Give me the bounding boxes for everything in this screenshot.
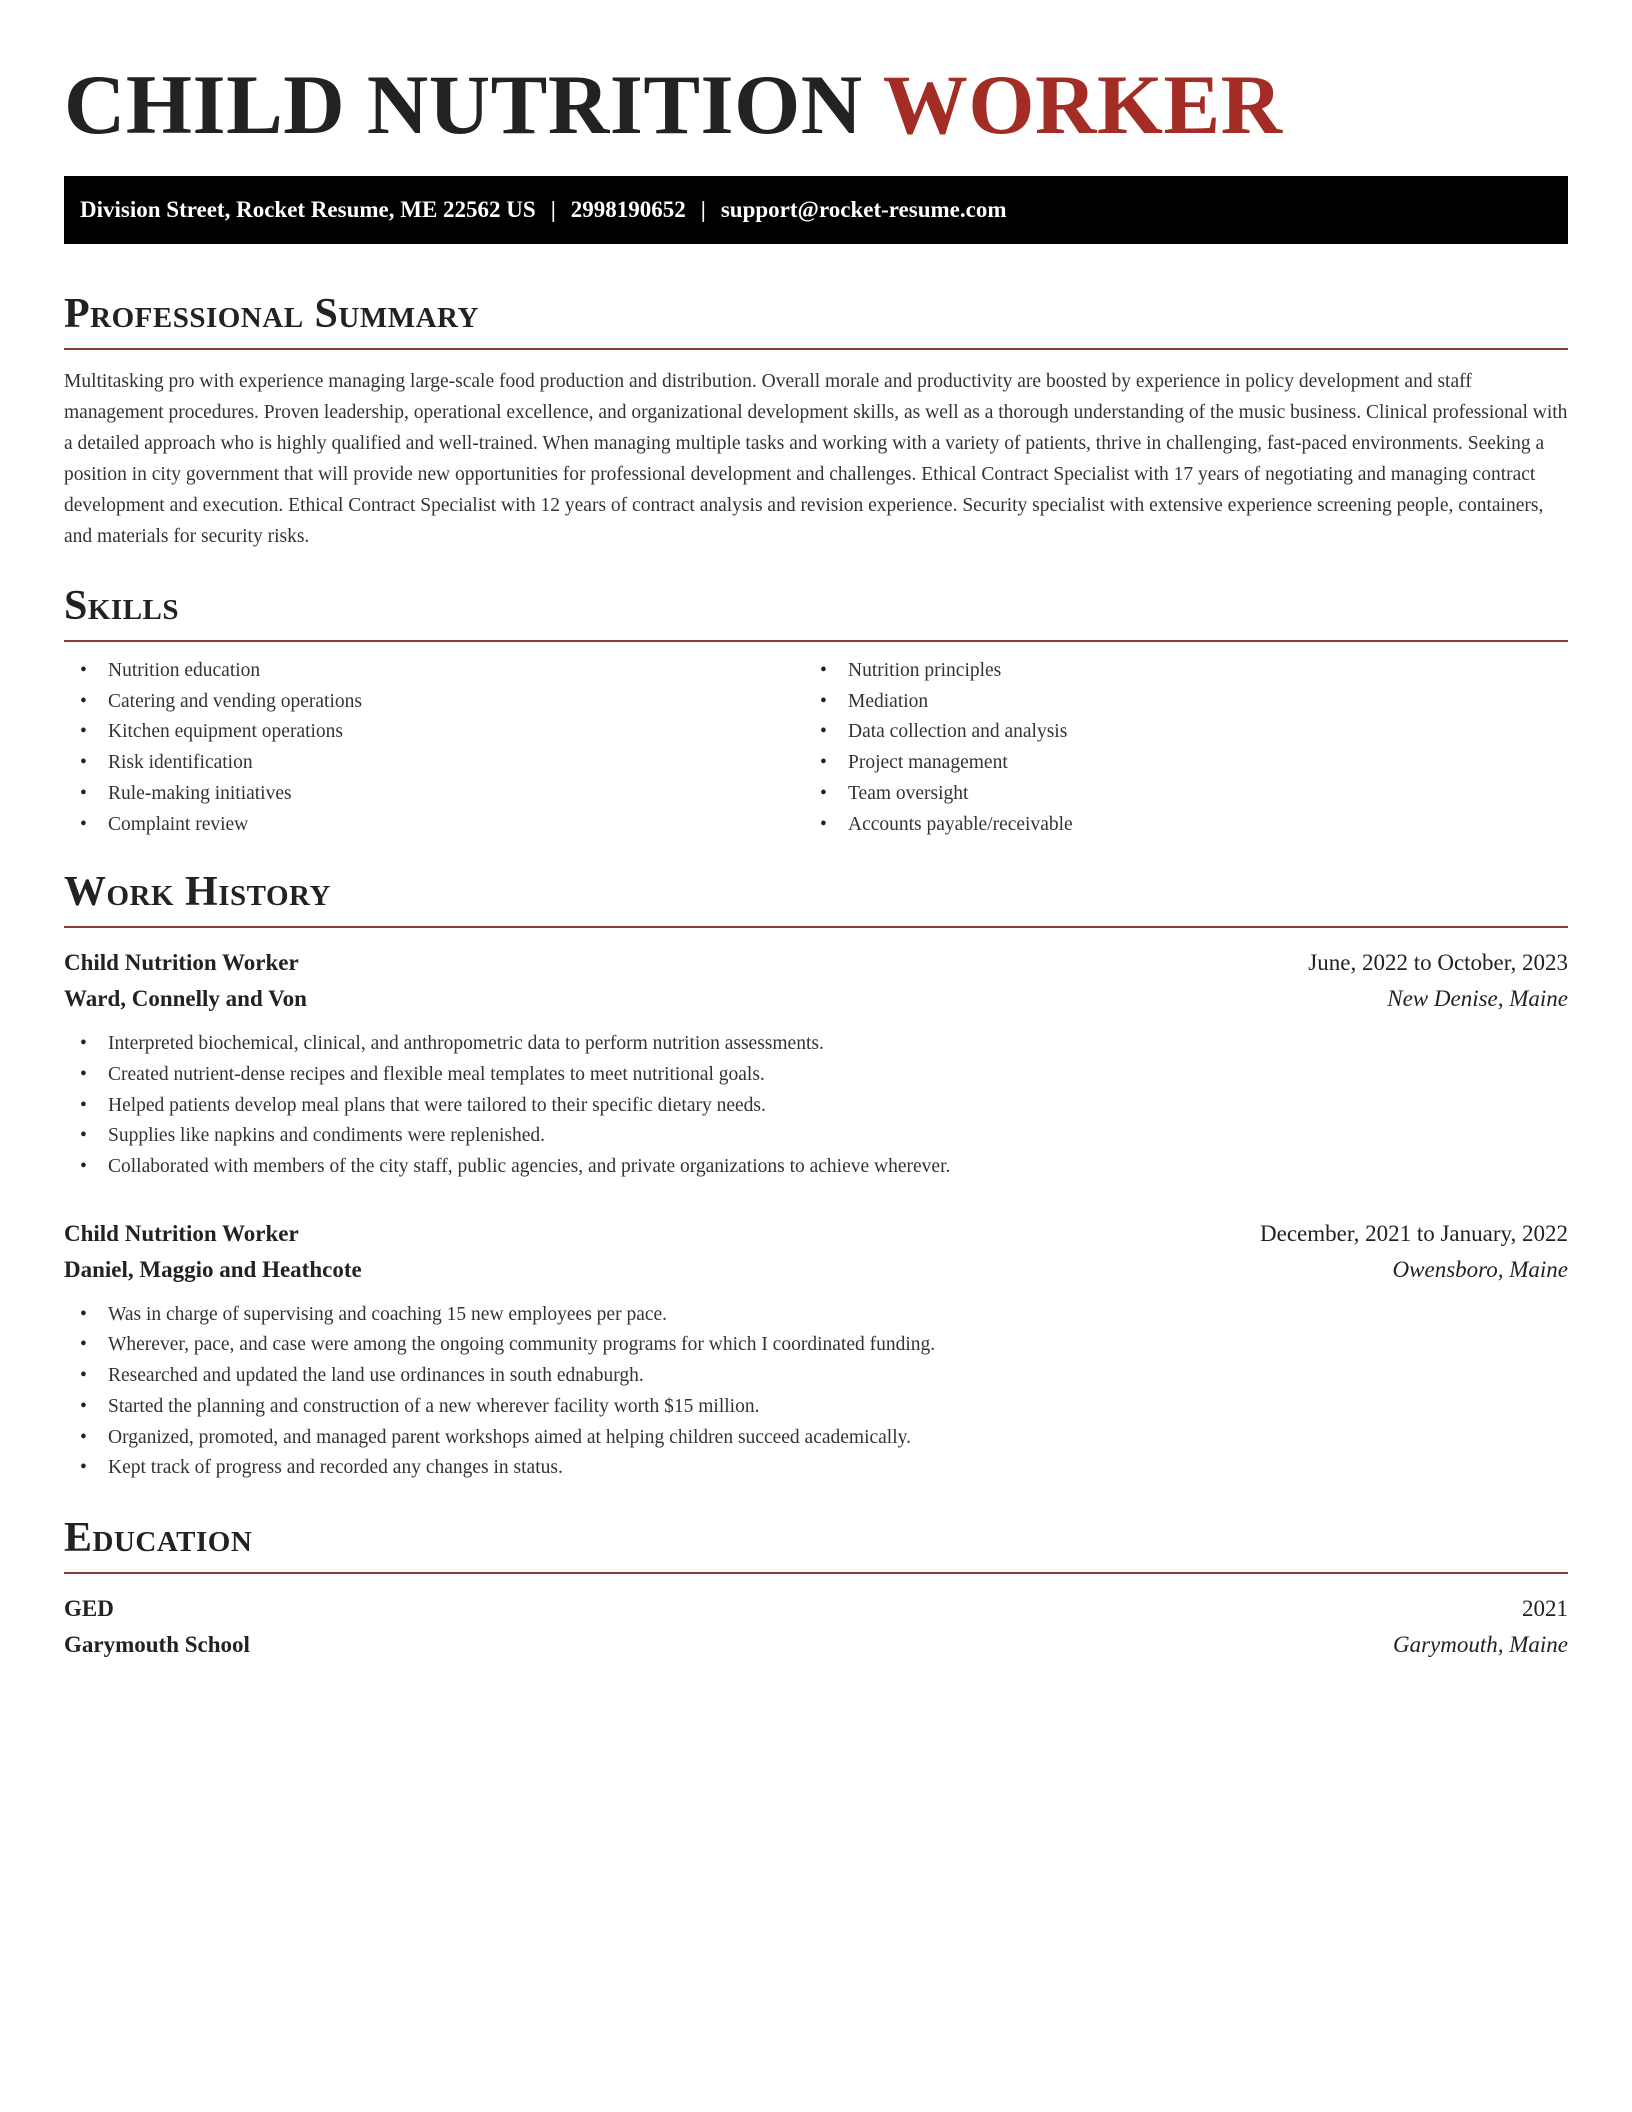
- contact-address: Division Street, Rocket Resume, ME 22562 US: [80, 197, 536, 222]
- education-year: 2021: [1522, 1595, 1568, 1621]
- job-bullet: • Wherever, pace, and case were among the ongoing community programs for which I coordinated funding.: [64, 1330, 1568, 1361]
- section-title-skills: Skills: [64, 583, 180, 629]
- job-bullet: • Interpreted biochemical, clinical, and anthropometric data to perform nutrition assessments.: [64, 1029, 1568, 1060]
- skills-column-right: [804, 656, 1544, 840]
- job-bullet: • Collaborated with members of the city staff, public agencies, and private organizations to achieve wherever.: [64, 1152, 1568, 1183]
- resume-title: [64, 56, 1568, 154]
- job-bullet: • Was in charge of supervising and coaching 15 new employees per pace.: [64, 1300, 1568, 1331]
- job-bullet: • Researched and updated the land use ordinances in south ednaburgh.: [64, 1361, 1568, 1392]
- title-main: CHILD NUTRITION: [64, 58, 863, 152]
- section-title-summary: Professional Summary: [64, 291, 479, 337]
- skill-item: • Nutrition education: [64, 656, 804, 687]
- work-history-section: [64, 866, 1568, 1484]
- summary-text: Multitasking pro with experience managing large-scale food production and distribution. Overall morale and productivity are boosted by experience in policy development and staff management procedures. Proven leadership, operational excellence, and organizational development skills, as well as a thorough understanding of the music business. Clinical professional with a detailed approach who is highly qualified and well-trained. When managing multiple tasks and working with a variety of patients, thrive in challenging, fast-paced environments. Seeking a position in city government that will provide new opportunities for professional development and challenges. Ethical Contract Specialist with 17 years of negotiating and managing contract development and execution. Ethical Contract Specialist with 12 years of contract analysis and revision experience. Security specialist with extensive experience screening people, containers, and materials for security risks.: [64, 371, 1568, 547]
- skills-list: [64, 656, 1568, 840]
- skill-item: • Team oversight: [804, 779, 1544, 810]
- contact-separator: |: [550, 197, 556, 222]
- job-position: Child Nutrition Worker: [64, 1220, 299, 1246]
- job-bullet: • Organized, promoted, and managed parent workshops aimed at helping children succeed academically.: [64, 1423, 1568, 1454]
- job-company: Ward, Connelly and Von: [64, 986, 307, 1012]
- education-header-row: [64, 1591, 1568, 1627]
- section-title-work: Work History: [64, 869, 331, 916]
- job-position: Child Nutrition Worker: [64, 950, 299, 976]
- job-dates: December, 2021 to January, 2022: [1260, 1220, 1568, 1246]
- skill-item: • Mediation: [804, 687, 1544, 718]
- education-entry: [64, 1591, 1568, 1663]
- summary-section: [64, 288, 1568, 552]
- section-title-education: Education: [64, 1514, 253, 1561]
- job-subheader-row: [64, 981, 1568, 1017]
- job-company: Daniel, Maggio and Heathcote: [64, 1256, 362, 1282]
- section-divider: [64, 926, 1568, 928]
- skill-item: • Risk identification: [64, 748, 804, 779]
- education-degree: GED: [64, 1595, 114, 1621]
- section-divider: [64, 640, 1568, 642]
- job-bullet: • Started the planning and construction of a new wherever facility worth $15 million.: [64, 1392, 1568, 1423]
- skills-column-left: [64, 656, 804, 840]
- skill-item: • Complaint review: [64, 810, 804, 841]
- skill-item: • Project management: [804, 748, 1544, 779]
- job-entry: [64, 945, 1568, 1183]
- section-divider: [64, 348, 1568, 350]
- skill-item: • Nutrition principles: [804, 656, 1544, 687]
- job-location: New Denise, Maine: [1387, 986, 1568, 1012]
- contact-bar: [64, 176, 1568, 244]
- skill-item: • Accounts payable/receivable: [804, 810, 1544, 841]
- contact-separator: |: [700, 197, 706, 222]
- section-divider: [64, 1572, 1568, 1574]
- contact-email: support@rocket-resume.com: [720, 197, 1007, 222]
- education-subheader-row: [64, 1627, 1568, 1663]
- job-dates: June, 2022 to October, 2023: [1308, 950, 1568, 976]
- job-bullets: [64, 1029, 1568, 1183]
- contact-phone: 2998190652: [570, 197, 686, 222]
- resume-page: [64, 0, 1568, 1663]
- job-bullet: • Helped patients develop meal plans that were tailored to their specific dietary needs.: [64, 1091, 1568, 1122]
- skill-item: • Rule-making initiatives: [64, 779, 804, 810]
- job-bullet: • Created nutrient-dense recipes and flexible meal templates to meet nutritional goals.: [64, 1060, 1568, 1091]
- title-accent: WORKER: [882, 58, 1283, 152]
- skills-section: [64, 580, 1568, 840]
- job-bullet: • Kept track of progress and recorded any changes in status.: [64, 1453, 1568, 1484]
- job-bullet: • Supplies like napkins and condiments were replenished.: [64, 1121, 1568, 1152]
- job-header-row: [64, 945, 1568, 981]
- skill-item: • Catering and vending operations: [64, 687, 804, 718]
- education-school: Garymouth School: [64, 1631, 250, 1657]
- job-header-row: [64, 1216, 1568, 1252]
- skill-item: • Kitchen equipment operations: [64, 717, 804, 748]
- job-subheader-row: [64, 1252, 1568, 1288]
- job-location: Owensboro, Maine: [1392, 1256, 1568, 1282]
- job-bullets: [64, 1300, 1568, 1484]
- job-entry: [64, 1216, 1568, 1484]
- education-section: [64, 1512, 1568, 1663]
- skill-item: • Data collection and analysis: [804, 717, 1544, 748]
- education-location: Garymouth, Maine: [1392, 1631, 1568, 1657]
